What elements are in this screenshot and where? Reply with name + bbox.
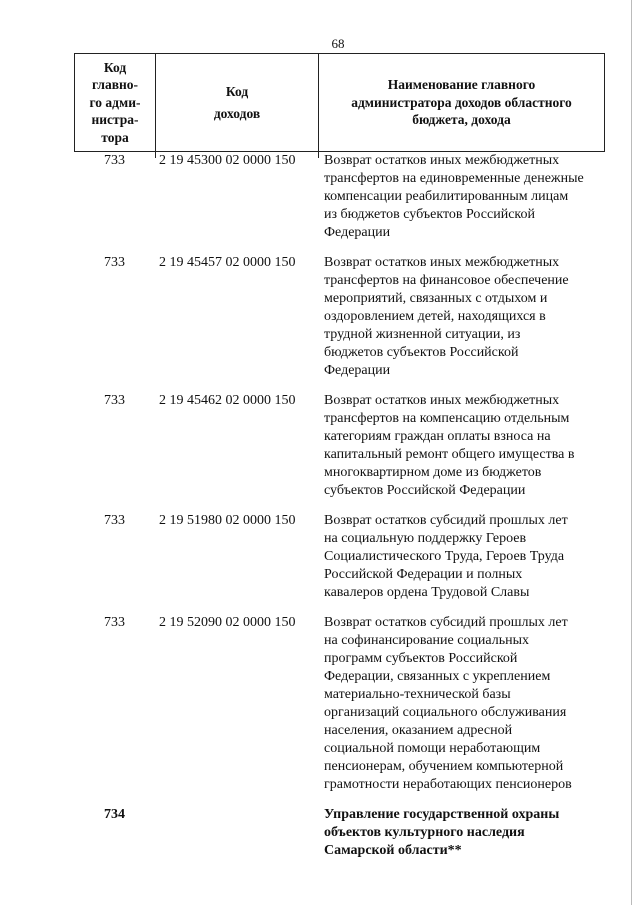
name-line: Социалистического Труда, Героев Труда <box>324 549 565 564</box>
name-line: пенсионерам, обучением компьютерной <box>324 759 564 774</box>
header-admin-code <box>75 54 156 151</box>
name-line: трансфертов на финансовое обеспечение <box>324 273 569 288</box>
table-row <box>74 614 605 794</box>
income-name-cell <box>318 152 605 242</box>
name-line: организаций социального обслуживания <box>324 705 567 720</box>
table-body <box>74 152 605 860</box>
table-row <box>74 254 605 380</box>
name-line: субъектов Российской Федерации <box>324 483 526 498</box>
income-code-cell: 2 19 45457 02 0000 150 <box>159 255 296 270</box>
income-name-cell <box>318 614 605 794</box>
header-name-line: администратора доходов областного <box>351 94 572 110</box>
name-line: Федерации <box>324 225 391 240</box>
header-income-code <box>156 54 319 151</box>
name-line: трансфертов на компенсацию отдельным <box>324 411 570 426</box>
header-admin-code-line: го адми- <box>89 94 141 110</box>
name-line: компенсации реабилитированным лицам <box>324 189 569 204</box>
header-admin-code-line: Код <box>103 59 127 75</box>
name-line: Федерации <box>324 363 391 378</box>
name-line: Возврат остатков иных межбюджетных <box>324 255 560 270</box>
name-line: Возврат остатков иных межбюджетных <box>324 153 560 168</box>
income-code-cell: 2 19 52090 02 0000 150 <box>159 615 296 630</box>
name-line: Управление государственной охраны <box>324 807 560 822</box>
name-line: из бюджетов субъектов Российской <box>324 207 535 222</box>
name-line: бюджетов субъектов Российской <box>324 345 519 360</box>
name-line: грамотности неработающих пенсионеров <box>324 777 572 792</box>
name-line: капитальный ремонт общего имущества в <box>324 447 575 462</box>
name-line: оздоровлением детей, находящихся в <box>324 309 546 324</box>
name-line: Самарской области** <box>324 843 462 858</box>
table-header <box>74 53 605 152</box>
name-line: объектов культурного наследия <box>324 825 525 840</box>
header-income-code-line: доходов <box>213 105 261 121</box>
admin-code-cell: 734 <box>104 807 125 822</box>
header-admin-code-line: главно- <box>91 77 139 93</box>
admin-code-cell: 733 <box>104 255 125 270</box>
table-row-section <box>74 806 605 860</box>
page-edge-line <box>631 0 632 905</box>
name-line: населения, оказанием адресной <box>324 723 513 738</box>
table-row <box>74 392 605 500</box>
income-code-cell: 2 19 45462 02 0000 150 <box>159 393 296 408</box>
name-line: трансфертов на единовременные денежные <box>324 171 584 186</box>
name-line: Возврат остатков субсидий прошлых лет <box>324 513 568 528</box>
header-name <box>319 54 604 151</box>
name-line: на софинансирование социальных <box>324 633 530 648</box>
page-number: 68 <box>331 36 345 51</box>
income-code-cell: 2 19 45300 02 0000 150 <box>159 153 296 168</box>
name-line: трудной жизненной ситуации, из <box>324 327 521 342</box>
name-line: Российской Федерации и полных <box>324 567 523 582</box>
admin-code-cell: 733 <box>104 393 125 408</box>
name-line: социальной помощи неработающим <box>324 741 541 756</box>
name-line: Возврат остатков иных межбюджетных <box>324 393 560 408</box>
income-name-cell <box>318 806 605 860</box>
table-row <box>74 152 605 242</box>
income-name-cell <box>318 512 605 602</box>
header-name-line: Наименование главного <box>387 77 536 93</box>
admin-code-cell: 733 <box>104 615 125 630</box>
header-admin-code-line: нистра- <box>91 112 139 128</box>
header-name-line: бюджета, дохода <box>412 112 511 128</box>
name-line: мероприятий, связанных с отдыхом и <box>324 291 548 306</box>
name-line: на социальную поддержку Героев <box>324 531 527 546</box>
income-code-cell <box>155 806 318 860</box>
header-income-code-line: Код <box>225 84 249 99</box>
name-line: категориям граждан оплаты взноса на <box>324 429 551 444</box>
name-line: кавалеров ордена Трудовой Славы <box>324 585 530 600</box>
admin-code-cell: 733 <box>104 513 125 528</box>
admin-code-cell: 733 <box>104 153 125 168</box>
name-line: Возврат остатков субсидий прошлых лет <box>324 615 568 630</box>
income-code-cell: 2 19 51980 02 0000 150 <box>159 513 296 528</box>
income-name-cell <box>318 392 605 500</box>
header-admin-code-line: тора <box>101 129 129 145</box>
income-name-cell <box>318 254 605 380</box>
name-line: многоквартирном доме из бюджетов <box>324 465 542 480</box>
name-line: Федерации, связанных с укреплением <box>324 669 551 684</box>
table-row <box>74 512 605 602</box>
name-line: программ субъектов Российской <box>324 651 518 666</box>
name-line: материально-технической базы <box>324 687 511 702</box>
